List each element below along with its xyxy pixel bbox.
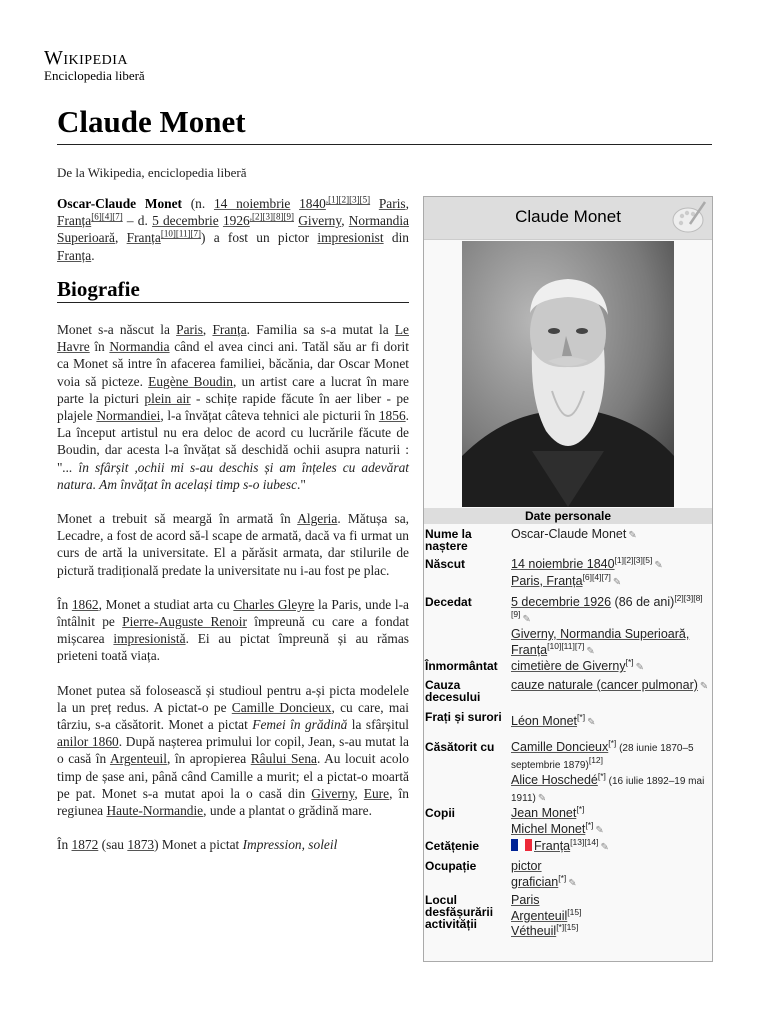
section-heading-biografie: Biografie — [57, 276, 140, 301]
infobox — [423, 196, 713, 962]
ref[interactable]: ,[1][2][3][5] — [325, 194, 371, 205]
infobox-row-spouse: Căsătorit cu Camille Doncieux[*] (28 iunie 1870–5 septembrie 1879)[12] Alice Hoschedé[*] (16 iulie 1892–19 mai 1911) ✎ — [425, 740, 711, 806]
link[interactable]: Râului Sena — [250, 751, 317, 767]
link[interactable]: anilor 1860 — [57, 734, 119, 750]
edit-pencil-icon[interactable]: ✎ — [628, 530, 637, 541]
ref[interactable]: [10][11][7] — [160, 228, 201, 239]
link-death-region[interactable]: Normandia Superioară — [57, 213, 410, 246]
section-divider — [57, 302, 409, 303]
edit-pencil-icon[interactable]: ✎ — [595, 824, 604, 836]
quote: ... în sfârșit ,ochii mi s-au deschis și am înțeles cu adevărat natura. Am învățat în același timp s-o iubesc — [57, 459, 409, 492]
subject-name: Oscar-Claude Monet — [57, 196, 182, 211]
infobox-header — [424, 197, 712, 240]
site-subtitle: De la Wikipedia, enciclopedia liberă — [57, 165, 247, 180]
infobox-row-birth-name: Nume la naștere Oscar-Claude Monet ✎ — [425, 527, 637, 553]
infobox-row-occupation: Ocupație pictor grafician[*]✎ — [425, 859, 711, 893]
ref[interactable]: ,[2][3][8][9] — [249, 211, 294, 222]
infobox-row-siblings: Frați și surori Léon Monet[*]✎ — [425, 710, 711, 740]
link[interactable]: Paris — [176, 322, 203, 338]
intro-paragraph: Oscar-Claude Monet (n. 14 noiembrie $1840^{,[1][2][3][5]}$ Paris, Franța[6][4][7] – d. 5 decembrie $1926^{,[2][3][8][9]}$ Giverny, Normandia Superioară, Franța[10][11][7]) a fost un pictor impresionist din Franța. — [57, 194, 410, 263]
infobox-row-children: Copii Jean Monet[*] Michel Monet[*]✎ — [425, 806, 711, 839]
article-body — [57, 195, 409, 871]
edit-pencil-icon[interactable]: ✎ — [537, 792, 547, 804]
bio-paragraph-3: În 1862, Monet a studiat arta cu Charles Gleyre la Paris, unde l-a întâlnit pe Pierre-Auguste Renoir împreună cu care a fondat mișcarea impresionistă. Ei au pictat împreună și au rămas prieteni toată viața. — [57, 596, 410, 664]
link[interactable]: Argenteuil — [109, 751, 167, 767]
title-divider — [57, 144, 712, 145]
edit-pencil-icon[interactable]: ✎ — [522, 613, 531, 625]
edit-pencil-icon[interactable]: ✎ — [699, 681, 709, 692]
link[interactable]: 1856 — [378, 408, 406, 424]
edit-pencil-icon[interactable]: ✎ — [587, 717, 596, 728]
infobox-section-header: Date personale — [424, 508, 712, 524]
link-death-city[interactable]: Giverny — [298, 213, 342, 229]
france-flag-icon — [511, 839, 532, 851]
infobox-row-activity: Locul desfășurării activității Paris Argenteuil[15] Vétheuil[*][15] — [425, 893, 582, 938]
edit-pencil-icon[interactable]: ✎ — [600, 842, 609, 853]
link[interactable]: Normandiei — [96, 408, 161, 424]
link[interactable]: plein air — [144, 390, 191, 406]
link[interactable]: Eure — [363, 785, 390, 801]
infobox-row-born: Născut 14 noiembrie 1840[1][2][3][5]✎ Paris, Franța[6][4][7]✎ — [425, 557, 711, 595]
link[interactable]: Charles Gleyre — [233, 596, 315, 612]
infobox-row-died: Decedat 5 decembrie 1926 (86 de ani)[2][3][8][9]✎ Giverny, Normandia Superioară, Franța[10][11][7]✎ — [425, 595, 711, 659]
link-movement[interactable]: impresionist — [317, 230, 384, 246]
palette-icon — [671, 200, 707, 236]
link[interactable]: Algeria — [297, 511, 338, 527]
link[interactable]: 1862 — [71, 596, 99, 612]
bio-paragraph-4: Monet putea să folosească și studioul pentru a-și picta modelele la un preț redus. A pictat-o pe Camille Doncieux, cu care, mai târziu, s-a căsătorit. Monet a pictat Femei în grădină la sfârșitul anilor 1860. După nașterea primului lor copil, Jean, s-au mutat la o casă în Argenteuil, în apropierea Râului Sena. Au locuit acolo timp de șase ani, până când Camille a murit; el a pictat-o moartă pe pat. Monet s-a mutat apoi la o casă din Giverny, Eure, în regiunea Haute-Normandie, unde a plantat o grădină mare. — [57, 682, 409, 819]
link-birth-city[interactable]: Paris — [378, 196, 406, 211]
wikipedia-logo[interactable] — [44, 48, 145, 83]
infobox-title: Claude Monet — [515, 207, 621, 226]
tagline: Enciclopedia liberă — [44, 68, 145, 83]
link-birth-year[interactable]: 1840 — [299, 196, 326, 211]
ref[interactable]: [6][4][7] — [91, 211, 123, 222]
link-death-country[interactable]: Franța — [126, 230, 161, 246]
link[interactable]: 1872 — [71, 837, 99, 853]
portrait-photo[interactable] — [462, 241, 674, 507]
link[interactable]: Franța — [212, 322, 247, 338]
link[interactable]: Normandia — [109, 339, 170, 355]
link[interactable]: Le Havre — [57, 322, 409, 355]
link-death-day[interactable]: 5 decembrie — [152, 213, 219, 229]
link-birth-day[interactable]: 14 noiembrie — [213, 196, 291, 211]
edit-pencil-icon[interactable]: ✎ — [586, 645, 595, 657]
edit-pencil-icon[interactable]: ✎ — [612, 576, 622, 588]
infobox-row-citizenship: Cetățenie Franța[13][14]✎ — [425, 839, 711, 859]
link-country[interactable]: Franța — [57, 247, 92, 263]
page-title: Claude Monet — [57, 104, 246, 139]
bio-paragraph-5: În 1872 (sau 1873) Monet a pictat Impression, soleil — [57, 837, 338, 853]
edit-pencil-icon[interactable]: ✎ — [568, 877, 577, 889]
link[interactable]: Eugène Boudin — [148, 373, 233, 389]
infobox-row-cause: Cauza decesului cauze naturale (cancer pulmonar) ✎ — [425, 678, 709, 704]
link[interactable]: Haute-Normandie — [106, 803, 204, 819]
bio-paragraph-1: Monet s-a născut la Paris, Franța. Familia sa s-a mutat la Le Havre în Normandia când el avea cinci ani. Tatăl său ar fi dorit ca Monet să intre în afacerea familiei, băcănia, dar Oscar Monet voia să picteze. Eugène Boudin, un artist care a lucrat în mare parte la picturi plein air - schițe rapide făcute în aer liber - pe plajele Normandiei, l-a învățat câteva tehnici ale picturii în 1856. La început artistul nu era deloc de acord cu lucrările făcute de Boudin, dar acesta l-a învățat să deschidă ochii asupra naturii : "... în sfârșit ,ochii mi s-au deschis și am înțeles cu adevărat natura. Am învățat în același timp s-o iubesc." — [57, 322, 409, 492]
link-death-year[interactable]: 1926 — [222, 213, 250, 229]
infobox-rows — [425, 527, 711, 943]
link[interactable]: Camille Doncieux — [231, 699, 332, 715]
link-birth-country[interactable]: Franța — [57, 213, 92, 229]
edit-pencil-icon[interactable]: ✎ — [635, 662, 645, 673]
bio-paragraph-2: Monet a trebuit să meargă în armată în Algeria. Mătușa sa, Lecadre, a fost de acord să-l scape de armată, dacă va fi urmat un curs de artă la universitate. El a părăsit armata, dar stilurile de pictură tradițională predate la universitate nu i-au fost pe plac. — [57, 511, 409, 578]
wordmark: Wikipedia — [44, 47, 129, 69]
edit-pencil-icon[interactable]: ✎ — [654, 560, 663, 571]
link[interactable]: Pierre-Auguste Renoir — [122, 614, 247, 630]
infobox-row-buried: Înmormântat cimetière de Giverny[*]✎ — [425, 659, 711, 678]
link[interactable]: impresionistă — [113, 631, 186, 647]
link[interactable]: 1873 — [127, 837, 155, 853]
link[interactable]: Giverny — [311, 785, 355, 801]
